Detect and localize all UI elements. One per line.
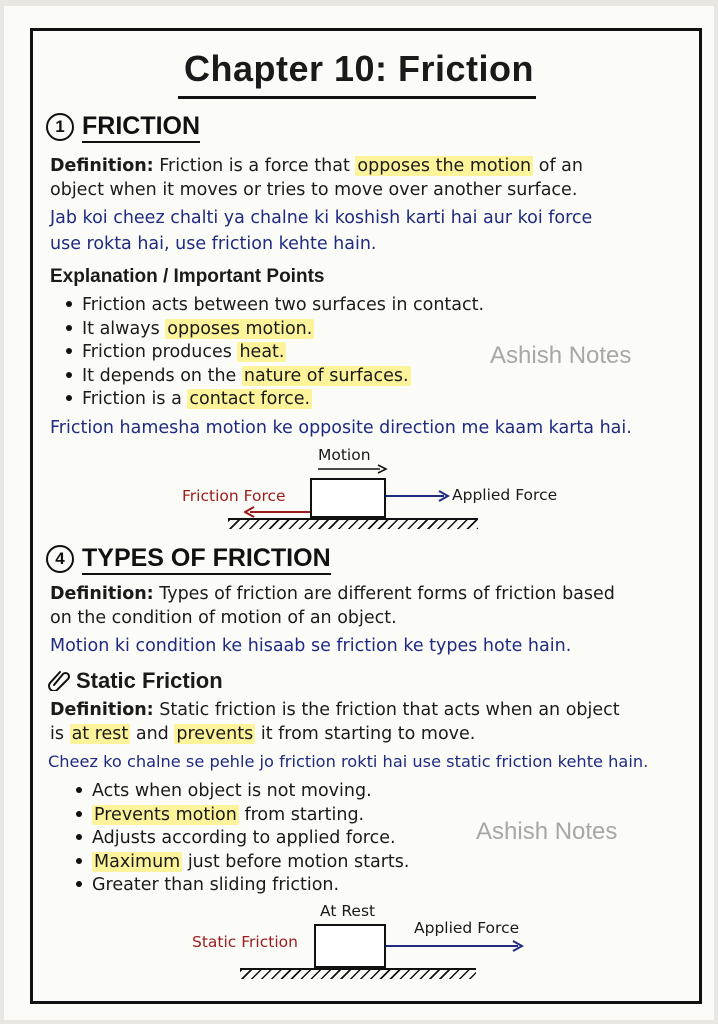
highlight: heat. <box>239 342 285 362</box>
notes-page <box>4 6 714 1020</box>
paperclip-icon <box>48 669 72 691</box>
hinglish-line: use rokta hai, use friction kehte hain. <box>50 234 377 254</box>
static-points-list <box>76 780 409 898</box>
friction-force-label: Friction Force <box>182 487 286 505</box>
applied-force-arrow-icon <box>386 940 524 952</box>
list-item: It always opposes motion. <box>66 318 484 342</box>
bullet-icon <box>66 372 72 378</box>
friction-points-list <box>66 294 484 412</box>
types-definition-line1: Definition: Types of friction are different forms of friction based <box>50 584 615 604</box>
highlight: prevents <box>176 724 254 744</box>
bullet-icon <box>76 858 82 864</box>
bullet-icon <box>66 325 72 331</box>
highlight: Prevents motion <box>94 804 237 825</box>
static-friction-heading: Static Friction <box>48 668 223 694</box>
bullet-icon <box>66 348 72 354</box>
static-friction-label: Static Friction <box>192 933 298 951</box>
watermark: Ashish Notes <box>490 342 632 369</box>
highlight: Maximum <box>94 851 181 872</box>
list-item: Acts when object is not moving. <box>76 780 409 804</box>
highlight: nature of surfaces. <box>243 365 409 386</box>
bullet-icon <box>76 834 82 840</box>
section-heading-text: FRICTION <box>82 112 200 143</box>
list-item: Friction is a contact force. <box>66 388 484 412</box>
friction-definition-line2: object when it moves or tries to move over another surface. <box>50 180 578 200</box>
section-types-heading <box>46 544 331 573</box>
highlight: opposes the motion <box>357 156 532 176</box>
at-rest-label: At Rest <box>320 902 376 920</box>
list-item: Friction acts between two surfaces in contact. <box>66 294 484 318</box>
page-title: Chapter 10: Friction <box>183 48 535 89</box>
hinglish-line: Cheez ko chalne se pehle jo friction rokti hai use static friction kehte hain. <box>48 752 649 771</box>
hinglish-line: Motion ki condition ke hisaab se friction ke types hote hain. <box>50 636 572 656</box>
bullet-icon <box>76 787 82 793</box>
bullet-icon <box>66 395 72 401</box>
title-underline <box>178 96 536 99</box>
motion-arrow-icon <box>316 464 388 474</box>
ground-hatch <box>240 970 476 979</box>
section-number-badge: 4 <box>46 545 74 573</box>
block-diagram <box>310 478 386 518</box>
highlight: opposes motion. <box>167 318 313 339</box>
motion-label: Motion <box>318 446 371 464</box>
friction-arrow-icon <box>244 506 312 518</box>
bullet-icon <box>66 301 72 307</box>
bullet-icon <box>76 811 82 817</box>
list-item: Maximum just before motion starts. <box>76 851 409 875</box>
section-heading-text: TYPES OF FRICTION <box>82 544 331 575</box>
applied-force-label: Applied Force <box>414 919 520 937</box>
friction-definition-line1: Definition: Friction is a force that opposes the motion of an <box>50 156 583 176</box>
bullet-icon <box>76 881 82 887</box>
section-number-badge: 1 <box>46 113 74 141</box>
section-friction-heading <box>46 112 200 141</box>
list-item: Adjusts according to applied force. <box>76 827 409 851</box>
static-definition-line1: Definition: Static friction is the friction that acts when an object <box>50 700 620 720</box>
block-diagram <box>314 924 386 968</box>
highlight: contact force. <box>189 389 311 409</box>
highlight: at rest <box>71 724 129 744</box>
list-item: It depends on the nature of surfaces. <box>66 365 484 389</box>
applied-force-label: Applied Force <box>452 486 558 504</box>
list-item: Greater than sliding friction. <box>76 874 409 898</box>
summary-line: Friction hamesha motion ke opposite direction me kaam karta hai. <box>50 418 632 438</box>
list-item: Prevents motion from starting. <box>76 804 409 828</box>
types-definition-line2: on the condition of motion of an object. <box>50 608 397 628</box>
static-definition-line2: is at rest and prevents it from starting to move. <box>50 724 476 744</box>
ground-hatch <box>228 520 478 529</box>
points-heading: Explanation / Important Points <box>50 266 325 287</box>
watermark: Ashish Notes <box>476 818 618 845</box>
list-item: Friction produces heat. <box>66 341 484 365</box>
applied-force-arrow-icon <box>386 490 450 502</box>
hinglish-line: Jab koi cheez chalti ya chalne ki koshish karti hai aur koi force <box>50 208 593 228</box>
